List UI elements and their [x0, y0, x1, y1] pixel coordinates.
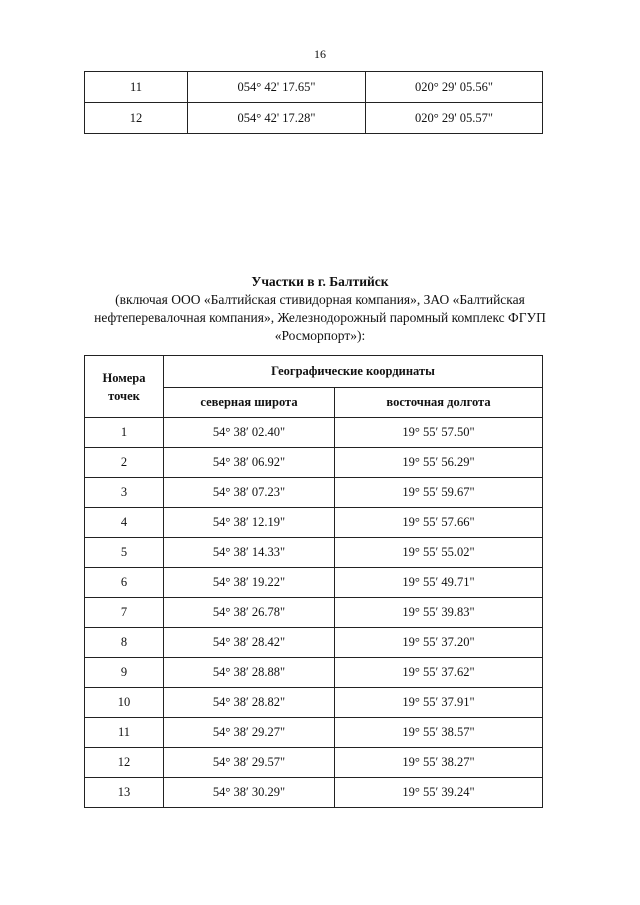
table-row: [85, 418, 543, 448]
latitude-cell: 54° 38′ 28.42": [164, 628, 335, 658]
latitude-cell: 54° 38′ 30.29": [164, 778, 335, 808]
point-number-cell: 3: [85, 478, 164, 508]
header-east-longitude: восточная долгота: [335, 387, 543, 418]
latitude-cell: 54° 38′ 28.88": [164, 658, 335, 688]
longitude-cell: 19° 55′ 59.67": [335, 478, 543, 508]
subtitle-line: нефтеперевалочная компания», Железнодорожный паромный комплекс ФГУП: [94, 310, 546, 325]
latitude-cell: 54° 38′ 29.27": [164, 718, 335, 748]
latitude-cell: 054° 42' 17.28": [188, 103, 366, 134]
latitude-cell: 54° 38′ 19.22": [164, 568, 335, 598]
table-row: [85, 658, 543, 688]
longitude-cell: 020° 29' 05.56": [366, 72, 543, 103]
latitude-cell: 54° 38′ 12.19": [164, 508, 335, 538]
subtitle-line: «Росморпорт»):: [274, 328, 366, 343]
longitude-cell: 19° 55′ 37.91": [335, 688, 543, 718]
latitude-cell: 54° 38′ 28.82": [164, 688, 335, 718]
point-number-cell: 6: [85, 568, 164, 598]
table-row: [85, 508, 543, 538]
point-number-cell: 2: [85, 448, 164, 478]
longitude-cell: 19° 55′ 56.29": [335, 448, 543, 478]
header-point-numbers: [85, 356, 164, 418]
longitude-cell: 19° 55′ 55.02": [335, 538, 543, 568]
latitude-cell: 054° 42' 17.65": [188, 72, 366, 103]
header-points-line: точек: [108, 388, 140, 403]
longitude-cell: 19° 55′ 49.71": [335, 568, 543, 598]
subtitle-line: (включая ООО «Балтийская стивидорная компания», ЗАО «Балтийская: [115, 292, 525, 307]
point-number-cell: 8: [85, 628, 164, 658]
continuation-coordinates-table: [84, 71, 543, 134]
header-points-line: Номера: [102, 370, 146, 385]
longitude-cell: 19° 55′ 38.27": [335, 748, 543, 778]
latitude-cell: 54° 38′ 29.57": [164, 748, 335, 778]
longitude-cell: 19° 55′ 39.83": [335, 598, 543, 628]
table-row: [85, 748, 543, 778]
longitude-cell: 19° 55′ 38.57": [335, 718, 543, 748]
latitude-cell: 54° 38′ 02.40": [164, 418, 335, 448]
table-row: [85, 568, 543, 598]
point-number-cell: 4: [85, 508, 164, 538]
longitude-cell: 19° 55′ 37.20": [335, 628, 543, 658]
point-number-cell: 11: [85, 718, 164, 748]
latitude-cell: 54° 38′ 14.33": [164, 538, 335, 568]
table-row: [85, 628, 543, 658]
point-number-cell: 10: [85, 688, 164, 718]
latitude-cell: 54° 38′ 26.78": [164, 598, 335, 628]
point-number-cell: 12: [85, 103, 188, 134]
header-geographic-coordinates: Географические координаты: [164, 356, 543, 388]
section-subtitle: [60, 291, 580, 345]
header-north-latitude: северная широта: [164, 387, 335, 418]
longitude-cell: 19° 55′ 39.24": [335, 778, 543, 808]
section-title: Участки в г. Балтийск: [251, 274, 389, 289]
baltiysk-coordinates-table: [84, 355, 543, 808]
table-row: [85, 778, 543, 808]
longitude-cell: 19° 55′ 57.50": [335, 418, 543, 448]
table-row: [85, 688, 543, 718]
longitude-cell: 19° 55′ 57.66": [335, 508, 543, 538]
point-number-cell: 5: [85, 538, 164, 568]
table-row: [85, 448, 543, 478]
latitude-cell: 54° 38′ 06.92": [164, 448, 335, 478]
table-row: [85, 538, 543, 568]
latitude-cell: 54° 38′ 07.23": [164, 478, 335, 508]
point-number-cell: 7: [85, 598, 164, 628]
longitude-cell: 020° 29' 05.57": [366, 103, 543, 134]
table-row: [85, 103, 543, 134]
table-row: [85, 72, 543, 103]
point-number-cell: 9: [85, 658, 164, 688]
table-row: [85, 478, 543, 508]
table-row: [85, 718, 543, 748]
page-number: 16: [314, 47, 326, 61]
point-number-cell: 11: [85, 72, 188, 103]
point-number-cell: 1: [85, 418, 164, 448]
point-number-cell: 12: [85, 748, 164, 778]
table-row: [85, 598, 543, 628]
point-number-cell: 13: [85, 778, 164, 808]
longitude-cell: 19° 55′ 37.62": [335, 658, 543, 688]
